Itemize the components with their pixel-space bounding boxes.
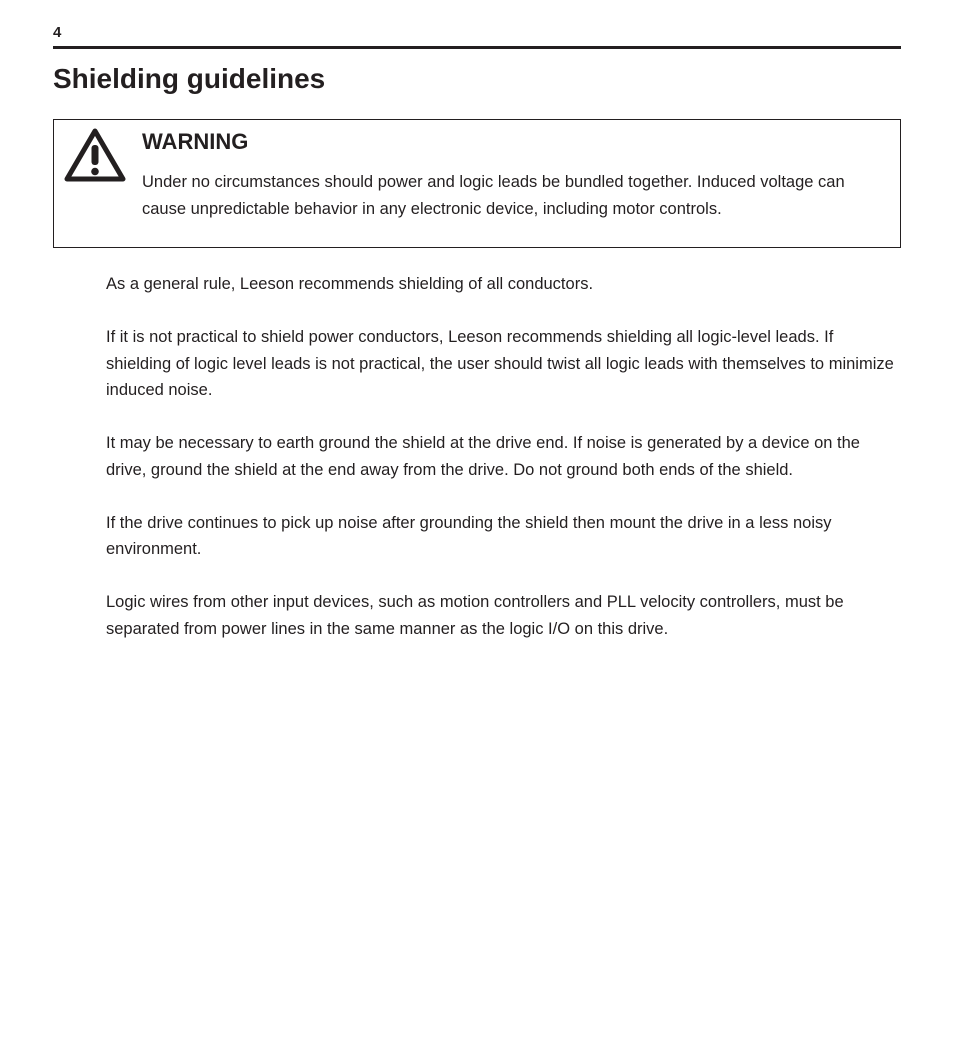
paragraph: As a general rule, Leeson recommends shielding of all conductors.	[106, 275, 594, 293]
warning-box	[53, 119, 901, 248]
body-content	[106, 271, 901, 669]
paragraph: It may be necessary to earth ground the shield at the drive end. If noise is generated by a device on the drive, ground the shield at the end away from the drive. Do not ground both ends of the shield.	[106, 434, 860, 479]
warning-triangle-icon	[64, 127, 126, 183]
paragraph: If the drive continues to pick up noise after grounding the shield then mount the drive in a less noisy environment.	[106, 513, 832, 558]
warning-text: Under no circumstances should power and logic leads be bundled together. Induced voltage can cause unpredictable behavior in any electronic device, including motor controls.	[142, 173, 845, 218]
paragraph: If it is not practical to shield power conductors, Leeson recommends shielding all logic-level leads. If shielding of logic level leads is not practical, the user should twist all logic leads with themselves to minimize induced noise.	[106, 328, 894, 399]
warning-heading: WARNING	[142, 129, 249, 154]
header-rule	[53, 46, 901, 49]
page-title: Shielding guidelines	[53, 63, 326, 94]
page-number: 4	[53, 24, 62, 41]
paragraph: Logic wires from other input devices, such as motion controllers and PLL velocity controllers, must be separated from power lines in the same manner as the logic I/O on this drive.	[106, 593, 844, 638]
